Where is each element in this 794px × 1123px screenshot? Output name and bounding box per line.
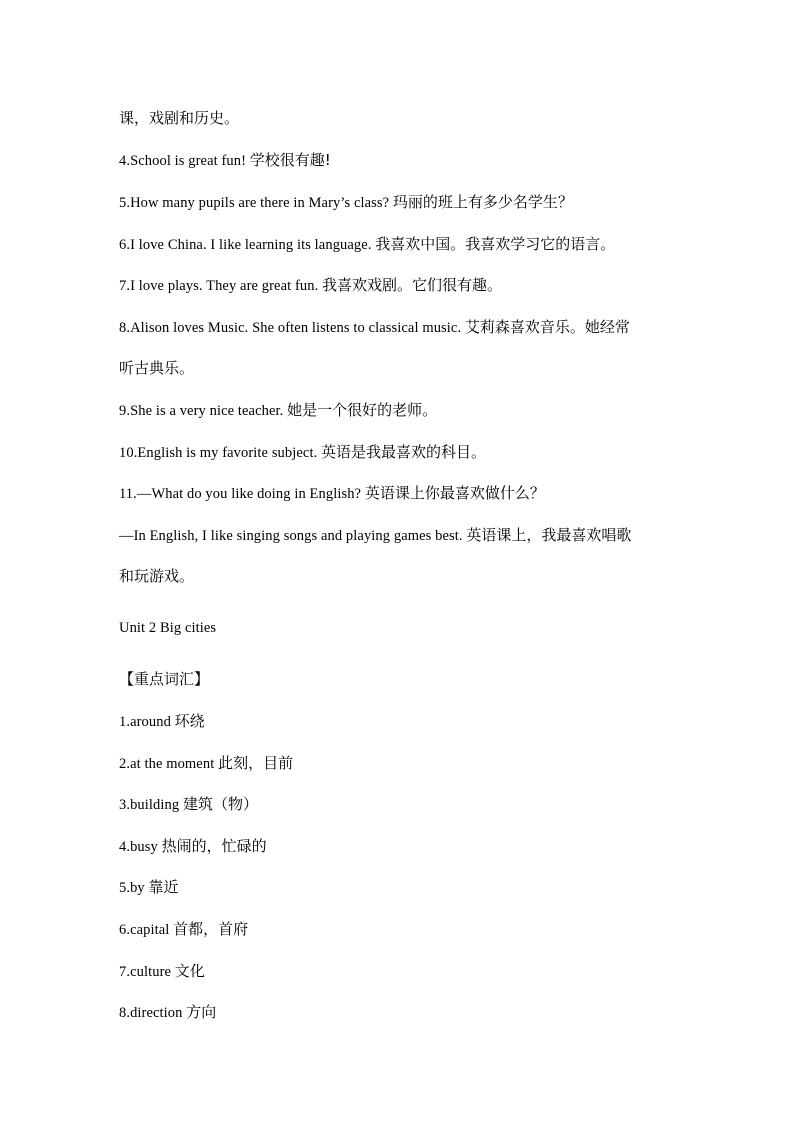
chinese-text: 环绕: [174, 712, 205, 730]
chinese-text: 学校很有趣!: [249, 151, 331, 169]
text-line: [119, 358, 194, 379]
english-text: 4.School is great fun!: [119, 153, 250, 169]
vocab-item: [119, 836, 267, 857]
english-text: 11.—What do you like doing in English?: [119, 486, 365, 502]
chinese-text: 热闹的，忙碌的: [161, 837, 267, 855]
text-line: [119, 525, 631, 546]
english-text: 8.Alison loves Music. She often listens to classical music.: [119, 320, 465, 336]
text-line: [119, 234, 615, 255]
chinese-text: 和玩游戏。: [119, 567, 195, 585]
text-line: [119, 275, 502, 296]
chinese-text: 首都，首府: [173, 920, 249, 938]
chinese-text: 我喜欢戏剧。它们很有趣。: [322, 276, 503, 294]
text-line: [119, 317, 630, 338]
chinese-text: 听古典乐。: [119, 359, 195, 377]
chinese-text: 【重点词汇】: [119, 670, 210, 688]
english-text: 5.by: [119, 880, 149, 896]
chinese-text: 建筑（物）: [182, 795, 258, 813]
english-text: 6.capital: [119, 922, 174, 938]
chinese-text: 此刻，目前: [218, 754, 294, 772]
text-line: [119, 483, 545, 504]
vocab-item: [119, 794, 258, 815]
english-text: 10.English is my favorite subject.: [119, 445, 322, 461]
english-text: 9.She is a very nice teacher.: [119, 403, 288, 419]
section-heading: [119, 669, 209, 690]
vocab-item: [119, 919, 248, 940]
english-text: —In English, I like singing songs and playing games best.: [119, 528, 467, 544]
english-text: 5.How many pupils are there in Mary’s class?: [119, 195, 393, 211]
chinese-text: 艾莉森喜欢音乐。她经常: [464, 318, 630, 336]
english-text: 4.busy: [119, 839, 162, 855]
english-text: 3.building: [119, 797, 183, 813]
text-line: [119, 442, 486, 463]
english-text: 2.at the moment: [119, 756, 219, 772]
chinese-text: 我喜欢中国。我喜欢学习它的语言。: [375, 235, 616, 253]
english-text: 8.direction: [119, 1005, 187, 1021]
chinese-text: 靠近: [148, 878, 179, 896]
vocab-item: [119, 877, 179, 898]
text-line: [119, 566, 194, 587]
english-text: 7.I love plays. They are great fun.: [119, 278, 323, 294]
chinese-text: 她是一个很好的老师。: [287, 401, 438, 419]
text-line: [119, 108, 239, 129]
vocab-item: [119, 1002, 216, 1023]
chinese-text: 文化: [174, 962, 205, 980]
chinese-text: 玛丽的班上有多少名学生？: [392, 193, 573, 211]
text-line: [119, 150, 331, 171]
chinese-text: 英语课上你最喜欢做什么？: [364, 484, 545, 502]
vocab-item: [119, 961, 205, 982]
chinese-text: 英语课上，我最喜欢唱歌: [466, 526, 632, 544]
english-text: 7.culture: [119, 964, 175, 980]
vocab-item: [119, 753, 293, 774]
chinese-text: 课，戏剧和历史。: [119, 109, 240, 127]
text-line: [119, 192, 573, 213]
unit-heading: [119, 617, 216, 638]
english-text: 1.around: [119, 714, 175, 730]
chinese-text: 英语是我最喜欢的科目。: [321, 443, 487, 461]
text-line: [119, 400, 437, 421]
english-text: 6.I love China. I like learning its language.: [119, 237, 376, 253]
chinese-text: 方向: [186, 1003, 217, 1021]
english-text: Unit 2 Big cities: [119, 620, 217, 636]
vocab-item: [119, 711, 205, 732]
